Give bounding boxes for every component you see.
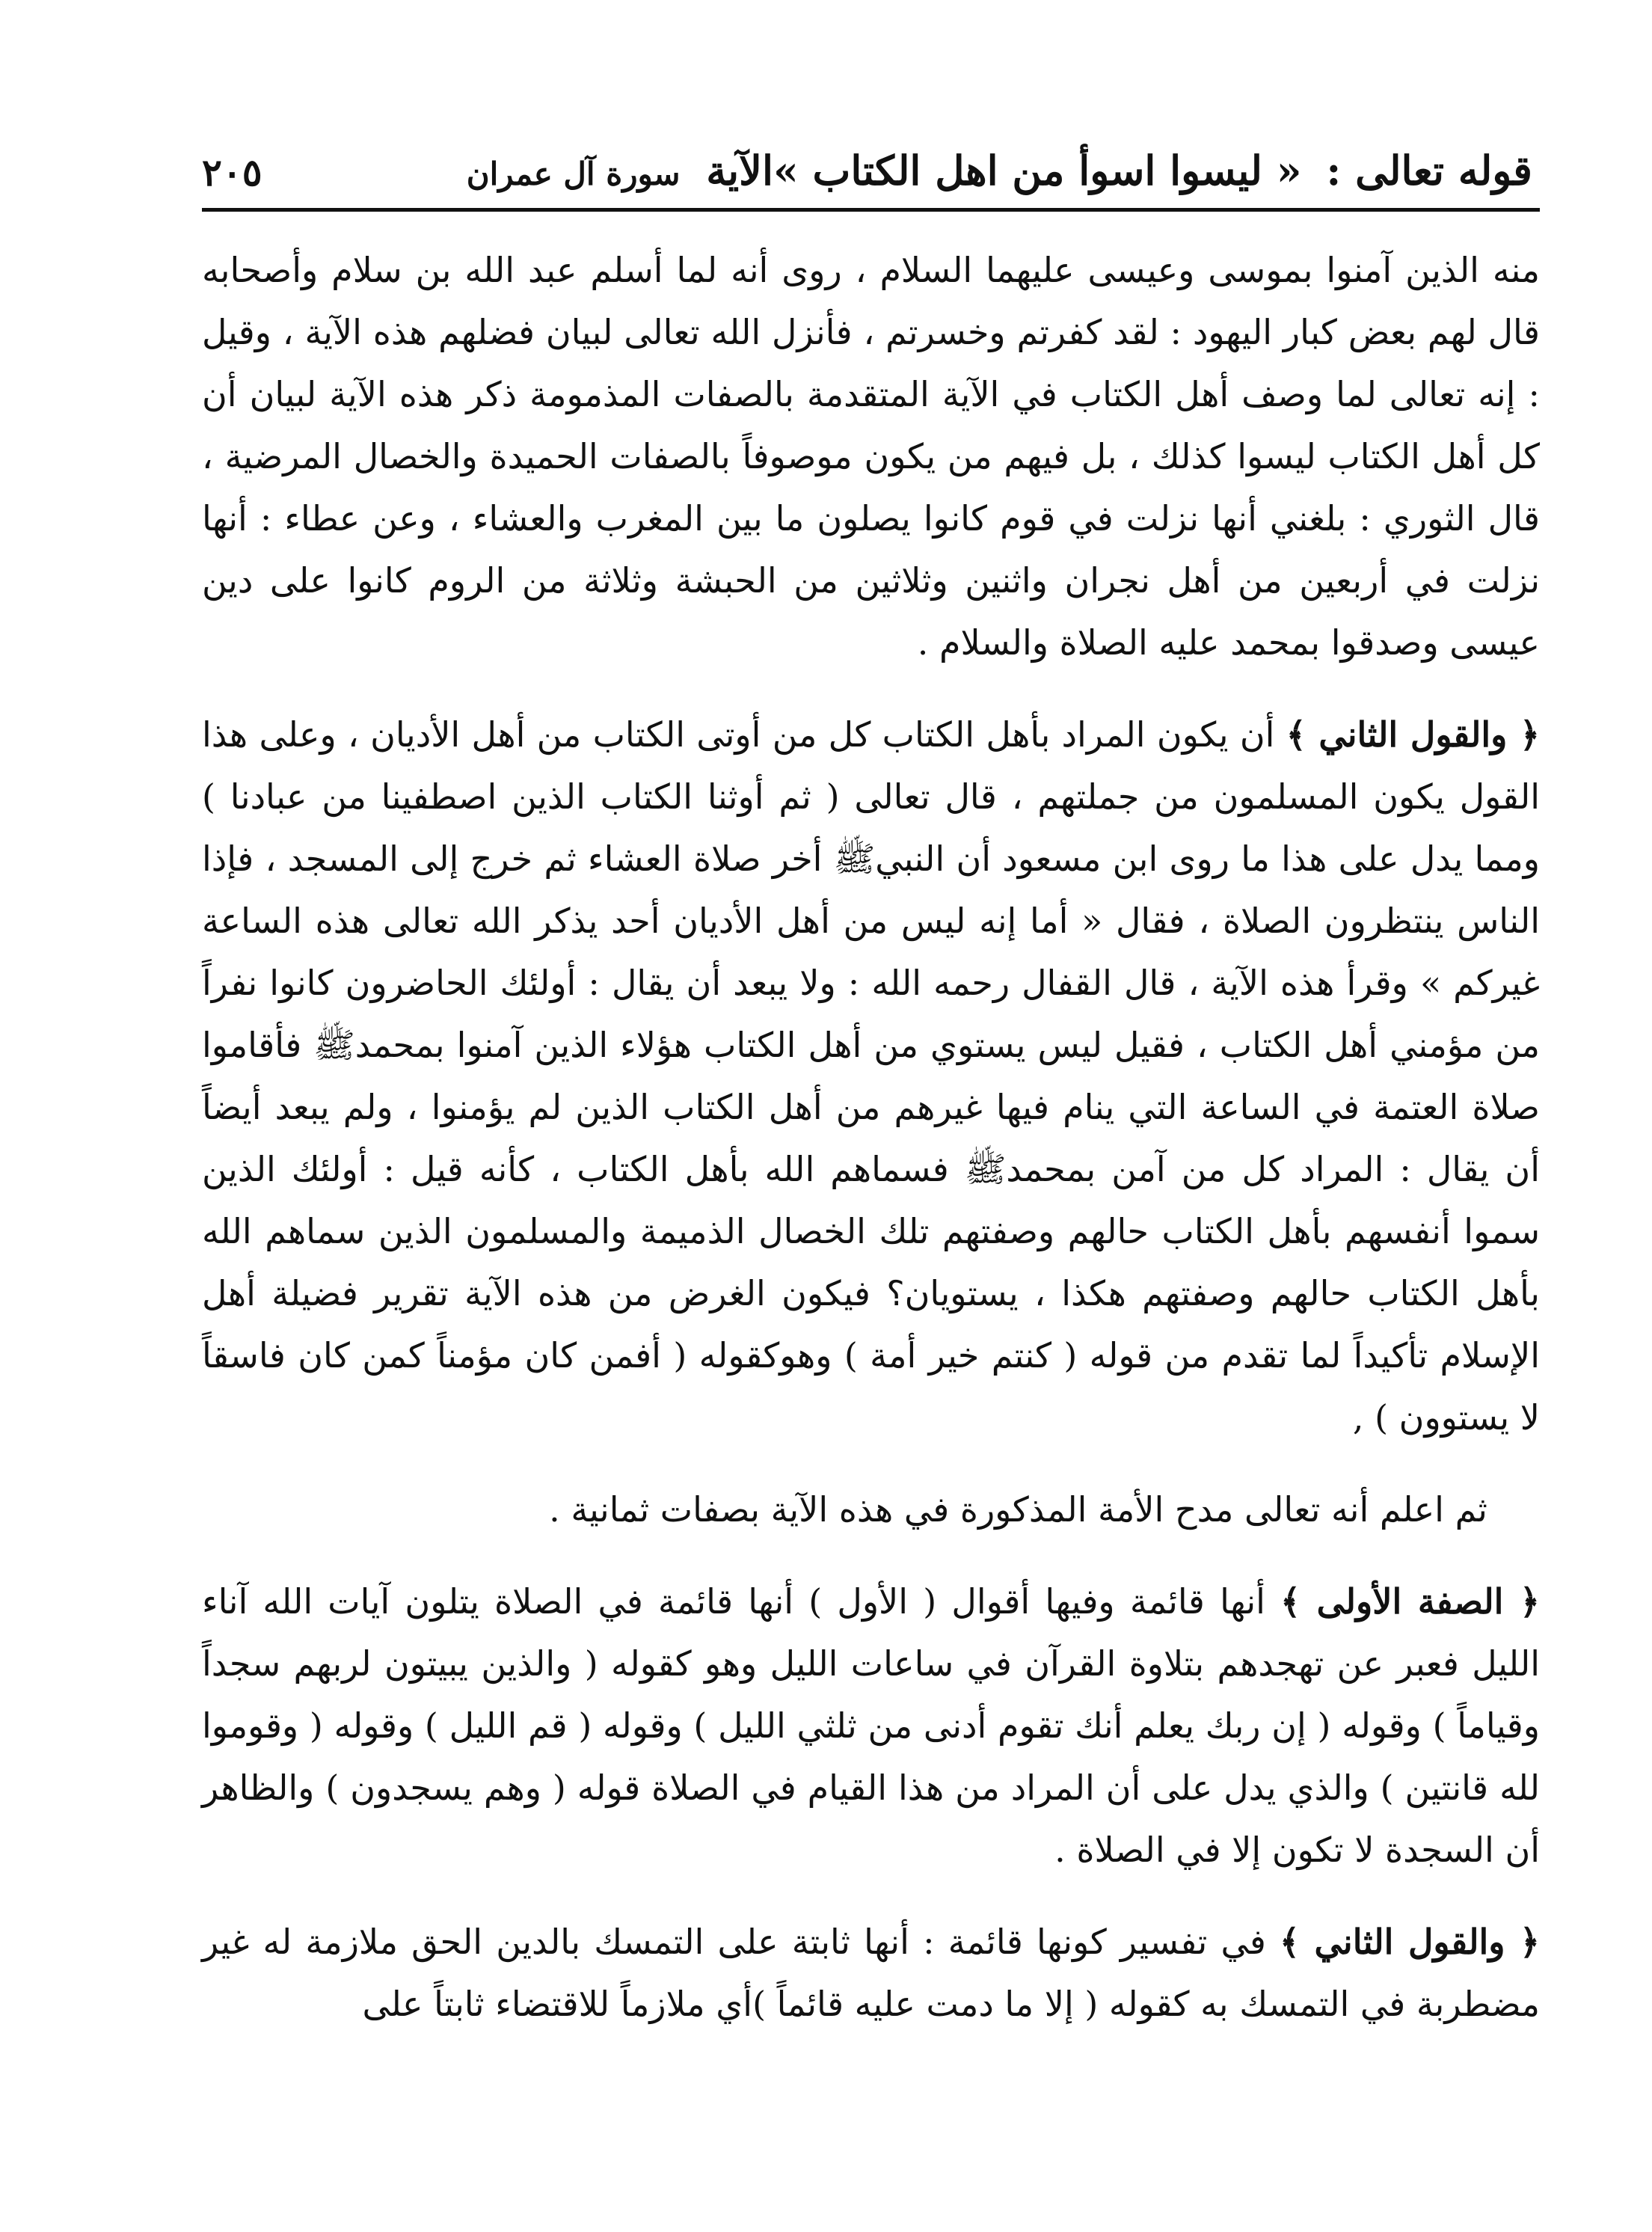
paragraph-2 (202, 704, 1540, 1449)
header-rule (202, 208, 1540, 212)
paragraph-2-text: أن يكون المراد بأهل الكتاب كل من أوتى الكتاب من أهل الأديان ، وعلى هذا القول يكون المسلمون من جملتهم ، قال تعالى ( ثم أوثنا الكتاب الذين اصطفينا من عبادنا ) ومما يدل على هذا ما روى ابن مسعود أن النبيﷺ أخر صلاة العشاء ثم خرج إلى المسجد ، فإذا الناس ينتظرون الصلاة ، فقال « أما إنه ليس من أهل الأديان أحد يذكر الله تعالى هذه الساعة غيركم » وقرأ هذه الآية ، قال القفال رحمه الله : ولا يبعد أن يقال : أولئك الحاضرون كانوا نفراً من مؤمني أهل الكتاب ، فقيل ليس يستوي من أهل الكتاب هؤلاء الذين آمنوا بمحمدﷺ فأقاموا صلاة العتمة في الساعة التي ينام فيها غيرهم من أهل الكتاب الذين لم يؤمنوا ، ولم يبعد أيضاً أن يقال : المراد كل من آمن بمحمدﷺ فسماهم الله بأهل الكتاب ، كأنه قيل : أولئك الذين سموا أنفسهم بأهل الكتاب حالهم وصفتهم تلك الخصال الذميمة والمسلمون الذين سماهم الله بأهل الكتاب حالهم وصفتهم هكذا ، يستويان؟ فيكون الغرض من هذه الآية تقرير فضيلة أهل الإسلام تأكيداً لما تقدم من قوله ( كنتم خير أمة ) وهوكقوله ( أفمن كان مؤمناً كمن كان فاسقاً لا يستوون ) , (202, 714, 1540, 1438)
running-header (202, 112, 1532, 194)
paragraph-3 (202, 1479, 1540, 1541)
paragraph-5-lead: ﴿ والقول الثاني ﴾ (1280, 1922, 1540, 1962)
paragraph-4 (202, 1571, 1540, 1881)
paragraph-2-lead: ﴿ والقول الثاني ﴾ (1286, 714, 1540, 755)
paragraph-5 (202, 1911, 1540, 2035)
page-number: ٢٠٥ (202, 150, 262, 194)
paragraph-4-text: أنها قائمة وفيها أقوال ( الأول ) أنها قائمة في الصلاة يتلون آيات الله آناء الليل فعبر عن تهجدهم بتلاوة القرآن في ساعات الليل وهو كقوله ( والذين يبيتون لربهم سجداً وقياماً ) وقوله ( إن ربك يعلم أنك تقوم أدنى من ثلثي الليل ) وقوله ( قم الليل ) وقوله ( وقوموا لله قانتين ) والذي يدل على أن المراد من هذا القيام في الصلاة قوله ( وهم يسجدون ) والظاهر أن السجدة لا تكون إلا في الصلاة . (202, 1581, 1540, 1870)
header-title (467, 147, 1532, 194)
body-text (202, 239, 1540, 2035)
paragraph-3-text: ثم اعلم أنه تعالى مدح الأمة المذكورة في هذه الآية بصفات ثمانية . (549, 1489, 1487, 1530)
paragraph-5-text: في تفسير كونها قائمة : أنها ثابتة على التمسك بالدين الحق ملازمة له غير مضطربة في التمسك به كقوله ( إلا ما دمت عليه قائماً )أي ملازماً للاقتضاء ثابتاً على (202, 1922, 1540, 2024)
paragraph-1 (202, 239, 1540, 674)
paragraph-4-lead: ﴿ الصفة الأولى ﴾ (1280, 1581, 1540, 1622)
header-title-quote: « ليسوا اسوأ من اهل الكتاب »الآية (706, 147, 1302, 194)
header-surah: سورة آل عمران (466, 156, 681, 192)
paragraph-1-text: منه الذين آمنوا بموسى وعيسى عليهما السلام ، روى أنه لما أسلم عبد الله بن سلام وأصحابه قال لهم بعض كبار اليهود : لقد كفرتم وخسرتم ، فأنزل الله تعالى لبيان فضلهم هذه الآية ، وقيل : إنه تعالى لما وصف أهل الكتاب في الآية المتقدمة بالصفات المذمومة ذكر هذه الآية لبيان أن كل أهل الكتاب ليسوا كذلك ، بل فيهم من يكون موصوفاً بالصفات الحميدة والخصال المرضية ، قال الثوري : بلغني أنها نزلت في قوم كانوا يصلون ما بين المغرب والعشاء ، وعن عطاء : أنها نزلت في أربعين من أهل نجران واثنين وثلاثين من الحبشة وثلاثة من الروم كانوا على دين عيسى وصدقوا بمحمد عليه الصلاة والسلام . (202, 250, 1541, 663)
header-title-prefix: قوله تعالى : (1326, 147, 1532, 194)
